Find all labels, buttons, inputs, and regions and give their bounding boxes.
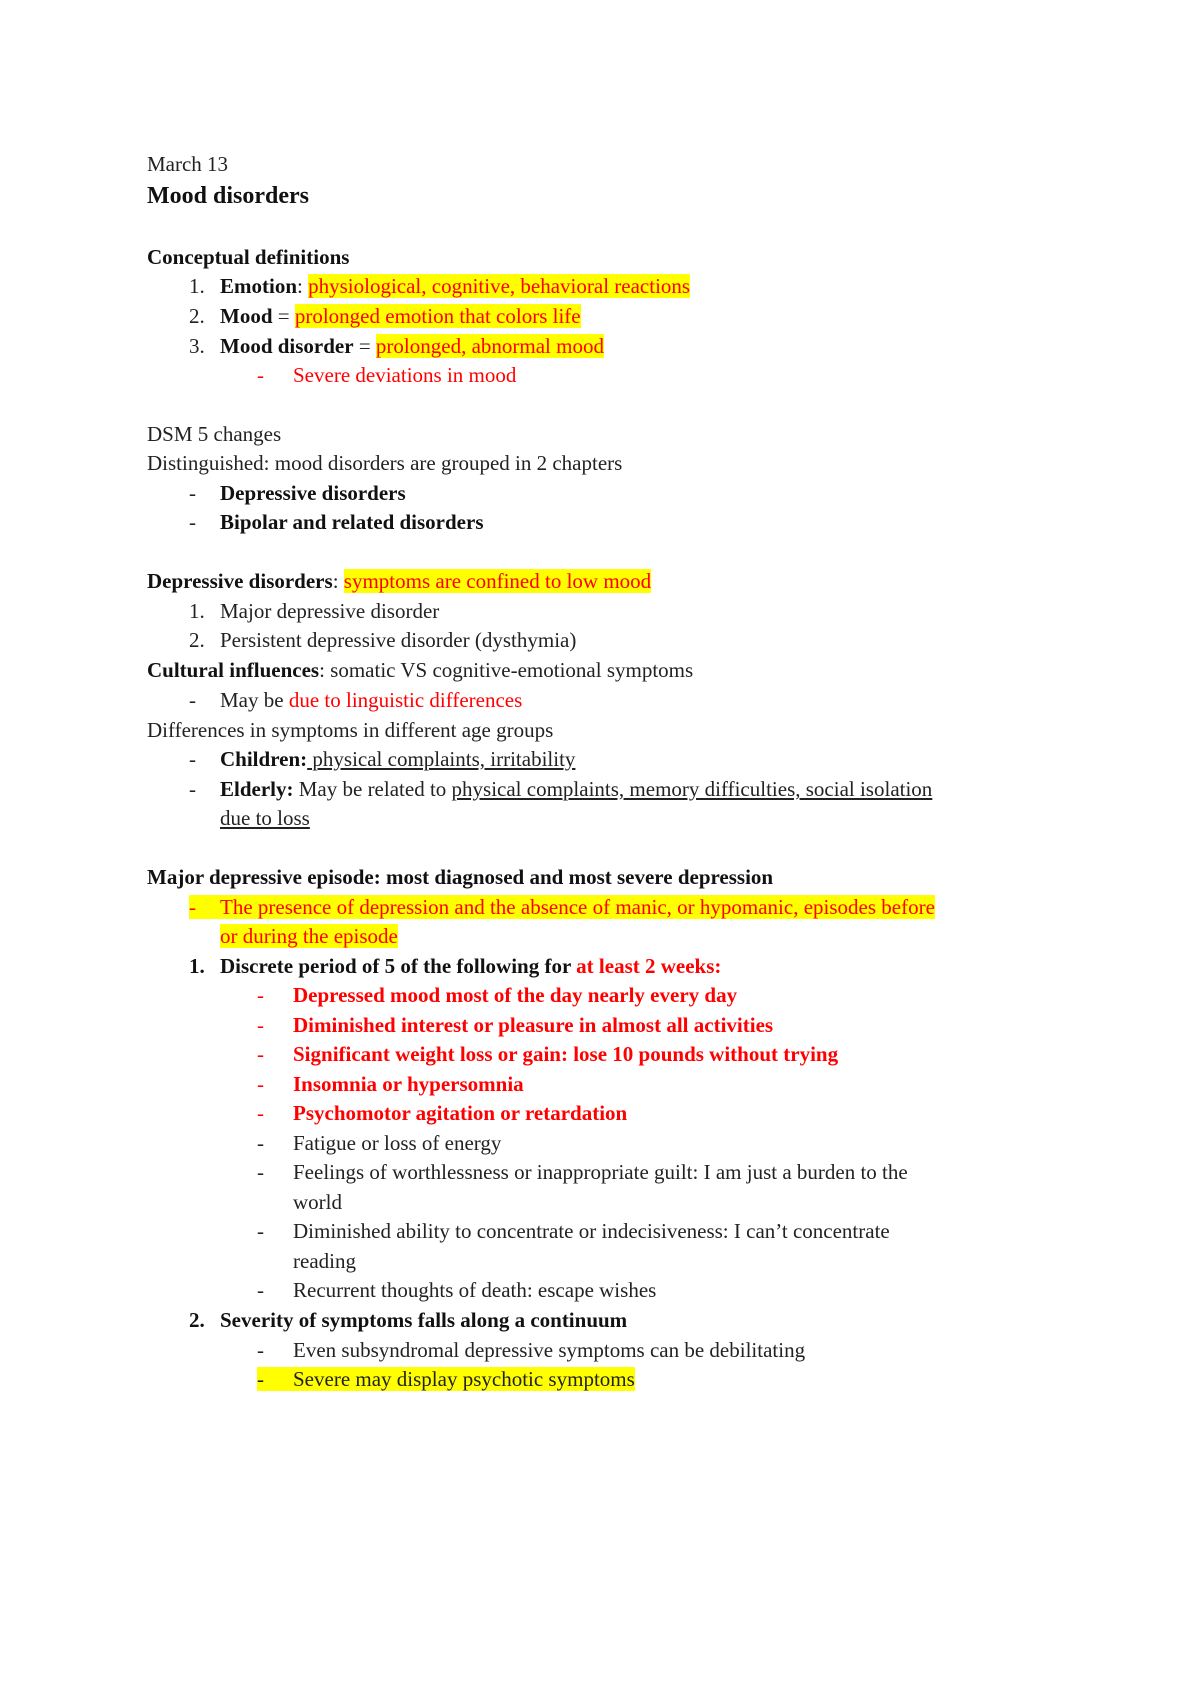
symptom-item: - Feelings of worthlessness or inappropriate guilt: I am just a burden to the bbox=[257, 1160, 908, 1184]
definition-item: 2. Mood = prolonged emotion that colors life bbox=[189, 304, 581, 328]
mde-heading: Major depressive episode: most diagnosed and most severe depression bbox=[147, 865, 774, 889]
symptom-item: - Significant weight loss or gain: lose 10 pounds without trying bbox=[257, 1042, 839, 1066]
symptom-item: - Fatigue or loss of energy bbox=[257, 1131, 502, 1155]
dsm-distinguished: Distinguished: mood disorders are grouped in 2 chapters bbox=[147, 451, 623, 475]
list-item: 2. Persistent depressive disorder (dysthymia) bbox=[189, 628, 577, 652]
numbered-point: 1. Discrete period of 5 of the following for at least 2 weeks: bbox=[189, 954, 722, 978]
conceptual-heading: Conceptual definitions bbox=[147, 245, 350, 269]
definition-subitem: - Severe deviations in mood bbox=[257, 363, 517, 387]
cultural-line: Cultural influences: somatic VS cognitive-emotional symptoms bbox=[147, 658, 694, 682]
symptom-item: - Depressed mood most of the day nearly every day bbox=[257, 983, 738, 1007]
highlighted-note-continued: or during the episode bbox=[220, 924, 398, 948]
definition-item: 3. Mood disorder = prolonged, abnormal mood bbox=[189, 334, 604, 358]
list-item: 1. Major depressive disorder bbox=[189, 599, 440, 623]
list-item: - Depressive disorders bbox=[189, 481, 406, 505]
list-item-continued: due to loss bbox=[220, 806, 310, 830]
list-item: - Elderly: May be related to physical complaints, memory difficulties, social isolation bbox=[189, 777, 933, 801]
date-line: March 13 bbox=[147, 152, 229, 176]
symptom-item: - Insomnia or hypersomnia bbox=[257, 1072, 524, 1096]
symptom-item: - Psychomotor agitation or retardation bbox=[257, 1101, 628, 1125]
age-line: Differences in symptoms in different age groups bbox=[147, 718, 554, 742]
depressive-heading: Depressive disorders: symptoms are confined to low mood bbox=[147, 569, 652, 593]
symptom-item-continued: world bbox=[293, 1190, 342, 1214]
definition-item: 1. Emotion: physiological, cognitive, behavioral reactions bbox=[189, 274, 691, 298]
symptom-item: - Diminished interest or pleasure in almost all activities bbox=[257, 1013, 774, 1037]
highlighted-note: - The presence of depression and the absence of manic, or hypomanic, episodes before bbox=[189, 895, 935, 919]
list-item: - May be due to linguistic differences bbox=[189, 688, 523, 712]
numbered-point: 2. Severity of symptoms falls along a continuum bbox=[189, 1308, 628, 1332]
symptom-item: - Diminished ability to concentrate or indecisiveness: I can’t concentrate bbox=[257, 1219, 890, 1243]
severity-item: - Even subsyndromal depressive symptoms can be debilitating bbox=[257, 1338, 806, 1362]
symptom-item-continued: reading bbox=[293, 1249, 356, 1273]
severity-item-highlighted: - Severe may display psychotic symptoms bbox=[257, 1367, 635, 1391]
symptom-item: - Recurrent thoughts of death: escape wishes bbox=[257, 1278, 657, 1302]
page-title: Mood disorders bbox=[147, 183, 309, 209]
list-item: - Children: physical complaints, irritability bbox=[189, 747, 576, 771]
list-item: - Bipolar and related disorders bbox=[189, 510, 484, 534]
dsm-line: DSM 5 changes bbox=[147, 422, 282, 446]
